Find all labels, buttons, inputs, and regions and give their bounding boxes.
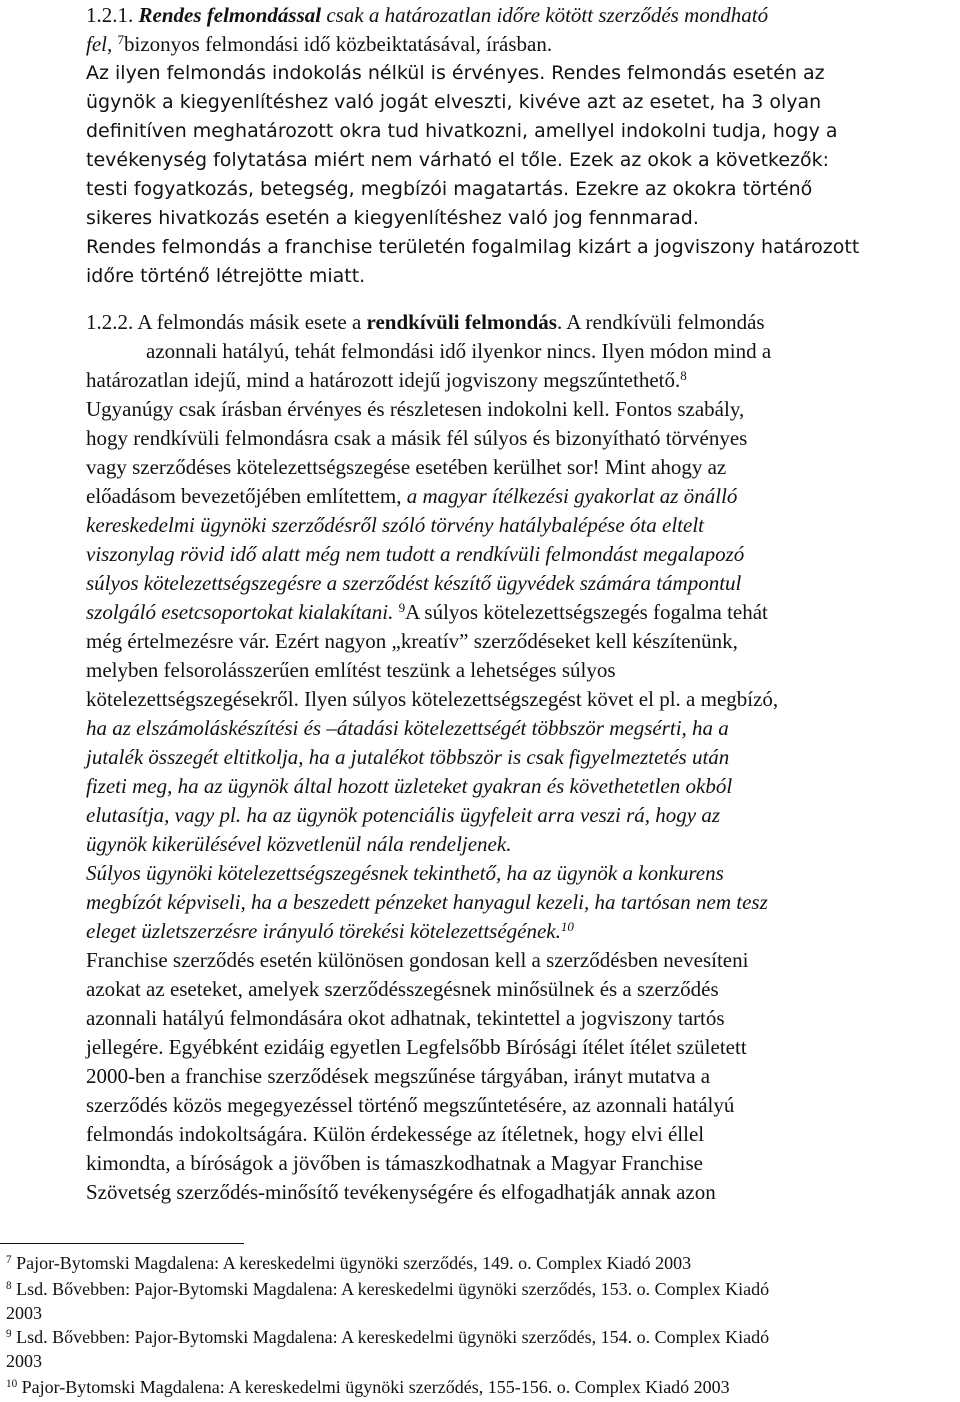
text-line — [86, 657, 616, 683]
text-segment: 2000-ben a franchise szerződések megszűnése tárgyában, irányt mutatva a — [86, 1064, 711, 1088]
text-segment: Az ilyen felmondás indokolás nélkül is érvényes. Rendes felmondás esetén az — [86, 62, 825, 84]
text-line — [86, 1005, 725, 1031]
text-segment: fel, — [86, 32, 118, 56]
text-line — [86, 454, 726, 480]
text-segment: sikeres hivatkozás esetén a kiegyenlítéshez való jog fennmarad. — [86, 207, 699, 229]
text-segment: 2003 — [6, 1303, 42, 1323]
text-segment: ügynök a kiegyenlítéshez való jogát elveszti, kivéve azt az esetet, ha 3 olyan — [86, 91, 822, 113]
text-line — [86, 1034, 747, 1060]
text-line — [86, 570, 741, 596]
text-segment: Súlyos ügynöki kötelezettségszegésnek tekinthető, ha az ügynök a konkurens — [86, 861, 724, 885]
footnote-reference: 7 — [6, 1253, 12, 1266]
text-segment: kereskedelmi ügynöki szerződésről szóló törvény hatálybalépése óta eltelt — [86, 513, 704, 537]
text-segment: fizeti meg, ha az ügynök által hozott üzleteket gyakran és követhetetlen okból — [86, 774, 733, 798]
text-line — [86, 118, 838, 144]
text-line — [86, 889, 768, 915]
text-segment: Franchise szerződés esetén különösen gondosan kell a szerződésben nevesíteni — [86, 948, 749, 972]
text-line — [86, 483, 737, 509]
text-line — [86, 31, 552, 57]
text-segment: bizonyos felmondási idő közbeiktatásával, írásban. — [124, 32, 553, 56]
text-segment: még értelmezésre vár. Ezért nagyon „kreatív” szerződéseket kell készítenünk, — [86, 629, 738, 653]
footnote-reference: 8 — [680, 367, 687, 383]
text-segment: a magyar ítélkezési gyakorlat az önálló — [406, 484, 738, 508]
text-segment: Lsd. Bővebben: Pajor-Bytomski Magdalena: A kereskedelmi ügynöki szerződés, 153. o. Complex Kiadó — [11, 1279, 770, 1299]
text-segment: felmondás indokoltságára. Külön érdekessége az ítéletnek, hogy elvi éllel — [86, 1122, 705, 1146]
text-segment: A súlyos kötelezettségszegés fogalma tehát — [405, 600, 768, 624]
text-line — [86, 744, 729, 770]
text-segment: ha az elszámoláskészítési és –átadási kötelezettségét többször megsérti, ha a — [86, 716, 729, 740]
text-segment: rendkívüli felmondás — [366, 310, 557, 334]
footnote-line — [6, 1326, 769, 1348]
text-segment: határozatlan idejű, mind a határozott idejű jogviszony megszűntethető. — [86, 368, 681, 392]
text-line — [86, 309, 765, 335]
text-segment: 1.2.2. A felmondás másik esete a — [86, 310, 367, 334]
footnote-reference: 7 — [117, 31, 125, 47]
text-segment: előadásom bevezetőjében említettem, — [86, 484, 407, 508]
text-line — [86, 715, 729, 741]
text-segment: viszonylag rövid idő alatt még nem tudott a rendkívüli felmondást megalapozó — [86, 542, 745, 566]
text-line — [86, 1150, 703, 1176]
text-line — [86, 263, 365, 289]
text-line — [86, 686, 778, 712]
text-line — [86, 1063, 710, 1089]
footnote-reference: 10 — [6, 1377, 18, 1390]
text-segment: Szövetség szerződés-minősítő tevékenységére és elfogadhatják annak azon — [86, 1180, 716, 1204]
text-line — [86, 1092, 734, 1118]
text-line — [86, 234, 859, 260]
footnote-line — [6, 1376, 730, 1398]
text-segment: Lsd. Bővebben: Pajor-Bytomski Magdalena: A kereskedelmi ügynöki szerződés, 154. o. Complex Kiadó — [11, 1327, 770, 1347]
text-line — [86, 860, 724, 886]
text-segment: csak a határozatlan időre kötött szerződés mondható — [321, 3, 769, 27]
text-line — [86, 918, 574, 944]
text-segment: súlyos kötelezettségszegésre a szerződést készítő ügyvédek számára támpontul — [86, 571, 742, 595]
text-segment: azokat az eseteket, amelyek szerződésszegésnek minősülnek és a szerződés — [86, 977, 719, 1001]
text-segment: jutalék összegét eltitkolja, ha a jutalékot többször is csak figyelmeztetés után — [86, 745, 730, 769]
text-line — [86, 367, 687, 393]
footnote-line — [6, 1350, 42, 1372]
text-segment: szolgáló esetcsoportokat kialakítani. — [86, 600, 394, 624]
text-segment: melyben felsorolásszerűen említést teszünk a lehetséges súlyos — [86, 658, 616, 682]
text-segment: 2003 — [6, 1351, 42, 1371]
footnote-reference: 9 — [398, 599, 406, 615]
text-segment: vagy szerződéses kötelezettségszegése esetében kerülhet sor! Mint ahogy az — [86, 455, 727, 479]
footnote-line — [6, 1278, 769, 1300]
text-line — [86, 205, 699, 231]
text-segment — [393, 600, 398, 624]
text-line — [86, 425, 747, 451]
text-segment: definitíven meghatározott okra tud hivatkozni, amellyel indokolni tudja, hogy a — [86, 120, 838, 142]
text-segment: eleget üzletszerzésre irányuló törekési kötelezettségének. — [86, 919, 561, 943]
text-segment: azonnali hatályú, tehát felmondási idő ilyenkor nincs. Ilyen módon mind a — [146, 339, 772, 363]
text-segment: szerződés közös megegyezéssel történő megszűntetésére, az azonnali hatályú — [86, 1093, 735, 1117]
text-line — [86, 1179, 716, 1205]
footnote-reference: 8 — [6, 1279, 12, 1292]
text-segment: Rendes felmondással — [138, 3, 322, 27]
text-line — [86, 89, 821, 115]
text-segment: testi fogyatkozás, betegség, megbízói magatartás. Ezekre az okokra történő — [86, 178, 813, 200]
text-segment: kötelezettségszegésekről. Ilyen súlyos kötelezettségszegést követ el pl. a megbízó, — [86, 687, 779, 711]
text-line — [86, 176, 812, 202]
text-line — [86, 60, 825, 86]
text-line — [86, 802, 720, 828]
text-segment: megbízót képviseli, ha a beszedett pénzeket hanyagul kezeli, ha tartósan nem tesz — [86, 890, 768, 914]
text-line — [86, 831, 511, 857]
footnote-line — [6, 1252, 691, 1274]
text-line — [86, 599, 768, 625]
text-line — [86, 396, 744, 422]
text-segment: 1.2.1. — [86, 3, 139, 27]
text-line — [86, 773, 732, 799]
text-segment: kimondta, a bíróságok a jövőben is támaszkodhatnak a Magyar Franchise — [86, 1151, 703, 1175]
text-line — [86, 976, 719, 1002]
text-segment: ügynök kikerülésével közvetlenül nála rendeljenek. — [86, 832, 512, 856]
text-line — [86, 512, 704, 538]
text-line — [86, 628, 738, 654]
text-line — [86, 947, 748, 973]
text-line — [86, 1121, 704, 1147]
text-segment: azonnali hatályú felmondására okot adhatnak, tekintettel a jogviszony tartós — [86, 1006, 725, 1030]
footnote-line — [6, 1302, 42, 1324]
text-line — [146, 338, 771, 364]
text-segment: hogy rendkívüli felmondásra csak a másik fél súlyos és bizonyítható törvényes — [86, 426, 748, 450]
text-segment: jellegére. Egyébként ezidáig egyetlen Legfelsőbb Bírósági ítélet ítélet született — [86, 1035, 747, 1059]
footnote-reference: 10 — [560, 918, 574, 934]
text-segment: időre történő létrejötte miatt. — [86, 265, 366, 287]
text-segment: elutasítja, vagy pl. ha az ügynök potenciális ügyfeleit arra veszi rá, hogy az — [86, 803, 720, 827]
text-line — [86, 2, 768, 28]
footnote-separator — [0, 1243, 244, 1244]
text-line — [86, 147, 829, 173]
text-segment: . A rendkívüli felmondás — [556, 310, 765, 334]
text-line — [86, 541, 744, 567]
text-segment: tevékenység folytatása miért nem várható el tőle. Ezek az okok a következők: — [86, 149, 830, 171]
text-segment: Pajor-Bytomski Magdalena: A kereskedelmi ügynöki szerződés, 155-156. o. Complex Kiadó 2003 — [17, 1377, 730, 1397]
footnote-reference: 9 — [6, 1327, 12, 1340]
text-segment: Rendes felmondás a franchise területén fogalmilag kizárt a jogviszony határozott — [86, 236, 860, 258]
text-segment: Pajor-Bytomski Magdalena: A kereskedelmi ügynöki szerződés, 149. o. Complex Kiadó 2003 — [11, 1253, 692, 1273]
text-segment: Ugyanúgy csak írásban érvényes és részletesen indokolni kell. Fontos szabály, — [86, 397, 745, 421]
